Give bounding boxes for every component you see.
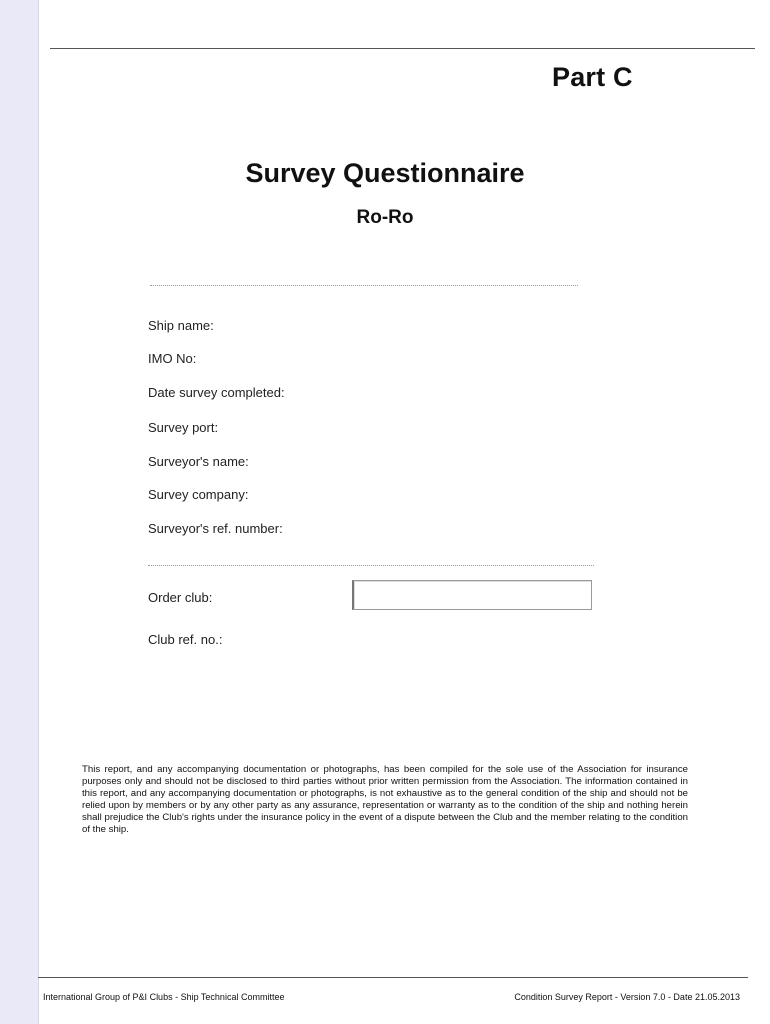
survey-company-label: Survey company: <box>148 487 249 502</box>
part-heading: Part C <box>552 62 633 92</box>
club-ref-number-label: Club ref. no.: <box>148 632 223 647</box>
order-club-label: Order club: <box>148 590 213 605</box>
section-divider <box>150 285 578 286</box>
disclaimer-text: This report, and any accompanying documentation or photographs, has been compiled for the sole use of the Association for insurance purposes only and should not be disclosed to third parties without prior written permission from the Association. The information contained in this report, and any accompanying documentation or photographs, is not exhaustive as to the general condition of the ship and should not be relied upon by members or by any other party as any assurance, representation or warranty as to the condition of the ship and nothing herein shall prejudice the Club's rights under the insurance policy in the event of a dispute between the Club and the member relating to the condition of the ship. <box>82 764 688 835</box>
ship-name-label: Ship name: <box>148 318 214 333</box>
header-divider <box>50 48 755 49</box>
imo-number-label: IMO No: <box>148 351 197 366</box>
page-margin-strip <box>0 0 39 1024</box>
document-subtitle: Ro-Ro <box>356 207 414 228</box>
footer-organization: International Group of P&I Clubs - Ship Technical Committee <box>43 992 285 1002</box>
document-title: Survey Questionnaire <box>245 158 525 188</box>
survey-port-label: Survey port: <box>148 420 219 435</box>
surveyor-name-label: Surveyor's name: <box>148 454 249 469</box>
surveyor-ref-number-label: Surveyor's ref. number: <box>148 521 283 536</box>
order-club-field[interactable] <box>352 580 592 610</box>
footer-version: Condition Survey Report - Version 7.0 - Date 21.05.2013 <box>514 992 740 1002</box>
footer-divider <box>38 977 748 978</box>
date-survey-completed-label: Date survey completed: <box>148 385 285 400</box>
section-divider <box>148 565 594 566</box>
